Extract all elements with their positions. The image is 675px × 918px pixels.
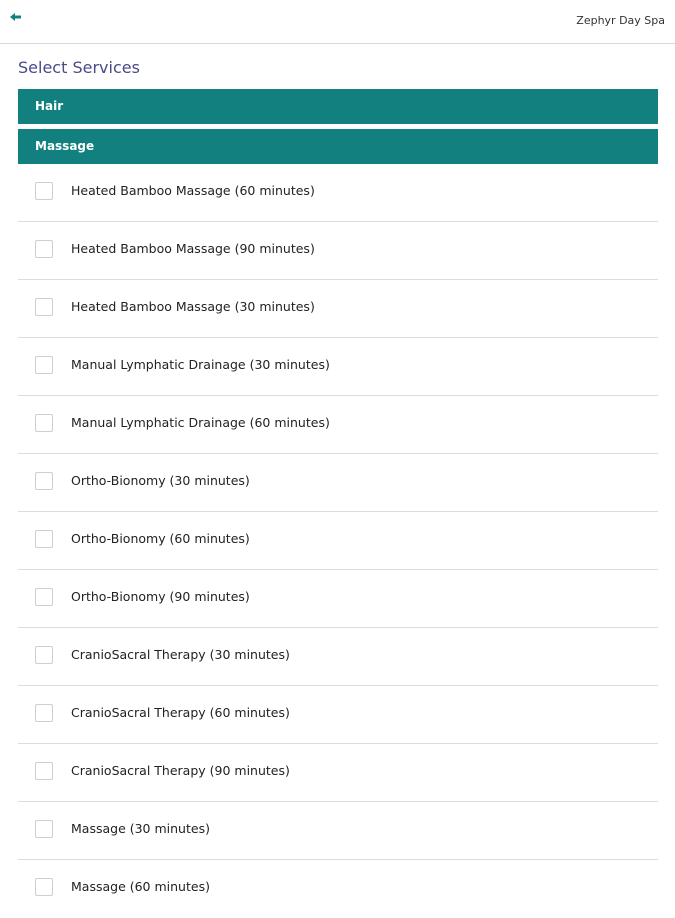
service-label: CranioSacral Therapy (90 minutes): [71, 763, 290, 778]
service-row[interactable]: [18, 628, 658, 686]
service-label: Manual Lymphatic Drainage (30 minutes): [71, 357, 330, 372]
service-label: Heated Bamboo Massage (30 minutes): [71, 299, 315, 314]
service-checkbox[interactable]: [35, 530, 53, 548]
service-label: Heated Bamboo Massage (60 minutes): [71, 183, 315, 198]
service-checkbox[interactable]: [35, 646, 53, 664]
service-row[interactable]: [18, 686, 658, 744]
service-checkbox[interactable]: [35, 182, 53, 200]
top-bar: [0, 0, 675, 44]
service-checkbox[interactable]: [35, 704, 53, 722]
service-checkbox[interactable]: [35, 298, 53, 316]
category-massage[interactable]: Massage: [18, 129, 658, 164]
service-checkbox[interactable]: [35, 762, 53, 780]
service-row[interactable]: [18, 860, 658, 918]
service-label: Massage (60 minutes): [71, 879, 210, 894]
service-checkbox[interactable]: [35, 820, 53, 838]
service-row[interactable]: [18, 164, 658, 222]
service-row[interactable]: [18, 396, 658, 454]
app-title: Zephyr Day Spa: [576, 14, 665, 27]
service-row[interactable]: [18, 570, 658, 628]
service-checkbox[interactable]: [35, 878, 53, 896]
arrow-left-icon: [10, 12, 22, 22]
service-row[interactable]: [18, 744, 658, 802]
service-list: [18, 164, 658, 918]
service-checkbox[interactable]: [35, 240, 53, 258]
service-label: Massage (30 minutes): [71, 821, 210, 836]
service-label: CranioSacral Therapy (60 minutes): [71, 705, 290, 720]
service-label: Ortho-Bionomy (90 minutes): [71, 589, 250, 604]
service-label: Ortho-Bionomy (60 minutes): [71, 531, 250, 546]
service-row[interactable]: [18, 280, 658, 338]
service-label: Manual Lymphatic Drainage (60 minutes): [71, 415, 330, 430]
service-checkbox[interactable]: [35, 356, 53, 374]
back-button[interactable]: [6, 8, 26, 26]
service-label: Ortho-Bionomy (30 minutes): [71, 473, 250, 488]
page-title: Select Services: [18, 58, 140, 77]
service-checkbox[interactable]: [35, 414, 53, 432]
service-label: Heated Bamboo Massage (90 minutes): [71, 241, 315, 256]
service-row[interactable]: [18, 222, 658, 280]
service-row[interactable]: [18, 338, 658, 396]
service-checkbox[interactable]: [35, 588, 53, 606]
service-row[interactable]: [18, 512, 658, 570]
service-checkbox[interactable]: [35, 472, 53, 490]
service-label: CranioSacral Therapy (30 minutes): [71, 647, 290, 662]
service-row[interactable]: [18, 454, 658, 512]
category-hair[interactable]: Hair: [18, 89, 658, 124]
service-row[interactable]: [18, 802, 658, 860]
